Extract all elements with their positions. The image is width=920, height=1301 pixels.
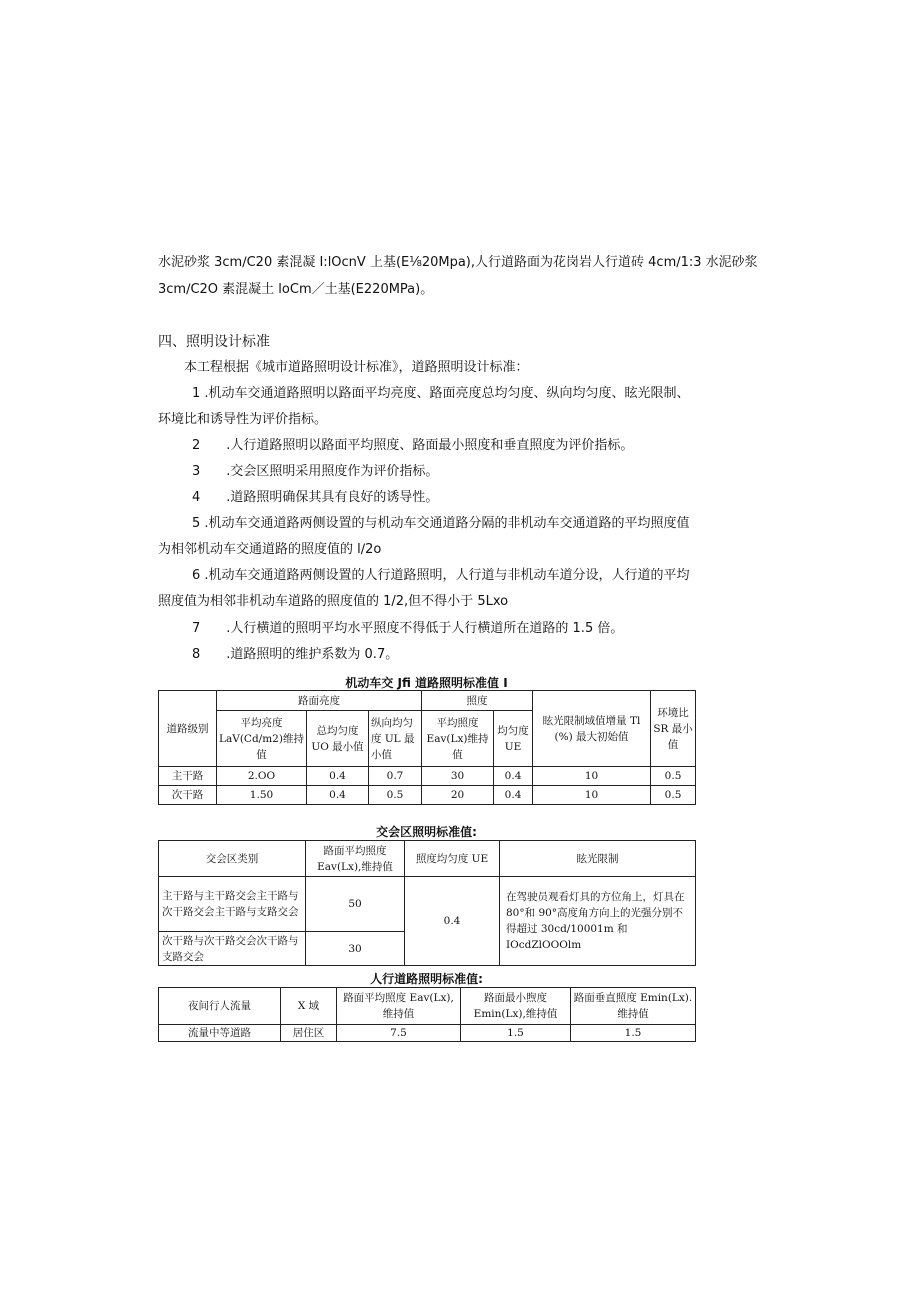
vehicle-road-lighting-table xyxy=(158,690,696,805)
header-illuminance: 照度 xyxy=(422,691,533,711)
list-item: 6 .机动车交通道路两侧设置的人行道路照明，人行道与非机动车道分设，人行道的平均 xyxy=(192,568,690,583)
header-uniformity: 均匀度 UE xyxy=(494,711,533,767)
longitudinal-uniformity-cell: 0.7 xyxy=(369,767,422,786)
table3-caption: 人行道路照明标准值: xyxy=(370,972,483,986)
header-glare: 眩光限制 xyxy=(500,841,696,877)
list-item: 5 .机动车交通道路两侧设置的与机动车交通道路分隔的非机动车交通道路的平均照度值 xyxy=(192,516,690,531)
avg-illuminance-cell: 30 xyxy=(306,932,405,966)
header-luminance: 路面亮度 xyxy=(217,691,422,711)
road-class-cell: 主干路 xyxy=(159,767,217,786)
list-item: 4 .道路照明确保其具有良好的诱导性。 xyxy=(192,490,439,505)
pedestrian-road-lighting-table xyxy=(158,987,696,1042)
header-min-illuminance: 路面最小煦度 Emin(Lx),维持值 xyxy=(461,988,571,1025)
header-avg-luminance: 平均亮度 LaV(Cd/m2)维持值 xyxy=(217,711,307,767)
avg-luminance-cell: 1.50 xyxy=(217,786,307,805)
list-item: 2 .人行道路照明以路面平均照度、路面最小照度和垂直照度为评价指标。 xyxy=(192,438,634,453)
pedestrian-flow-cell: 流量中等道路 xyxy=(159,1025,281,1042)
header-uniformity: 照度均匀度 UE xyxy=(405,841,500,877)
header-road-class: 道路级别 xyxy=(159,691,217,767)
header-avg-illuminance: 平均照度 Eav(Lx)维持值 xyxy=(422,711,494,767)
list-item: 1 .机动车交通道路照明以路面平均亮度、路面亮度总均匀度、纵向均匀度、眩光限制、 xyxy=(192,386,690,401)
list-item: 环境比和诱导性为评价指标。 xyxy=(158,412,328,427)
overall-uniformity-cell: 0.4 xyxy=(307,786,369,805)
intersection-type-cell: 主干路与主干路交会主干路与次干路交会主干路与支路交会 xyxy=(159,877,306,932)
continuation-line-1: 水泥砂浆 3cm∕C20 素混凝 I:lOcnV 上基(E⅛20Mpa),人行道路面为花岗岩人行道砖 4cm∕1:3 水泥砂浆 xyxy=(158,255,758,270)
glare-cell: 10 xyxy=(533,767,651,786)
header-glare: 眩光限制域值增量 Tl (%) 最大初始值 xyxy=(533,691,651,767)
glare-cell: 10 xyxy=(533,786,651,805)
zone-cell: 居住区 xyxy=(281,1025,337,1042)
avg-illuminance-cell: 20 xyxy=(422,786,494,805)
header-ratio: 环境比 SR 最小值 xyxy=(651,691,696,767)
ratio-cell: 0.5 xyxy=(651,767,696,786)
header-avg-illuminance: 路面平均照度 Eav(Lx),维持值 xyxy=(306,841,405,877)
intro-paragraph: 本工程根据《城市道路照明设计标准》，道路照明设计标准： xyxy=(184,360,529,375)
intersection-lighting-table xyxy=(158,840,696,966)
avg-illuminance-cell: 50 xyxy=(306,877,405,932)
header-overall-uniformity: 总均匀度 UO 最小值 xyxy=(307,711,369,767)
longitudinal-uniformity-cell: 0.5 xyxy=(369,786,422,805)
section-title: 四、照明设计标准 xyxy=(158,334,270,350)
header-longitudinal-uniformity: 纵向均匀度 UL 最小值 xyxy=(369,711,422,767)
overall-uniformity-cell: 0.4 xyxy=(307,767,369,786)
header-zone: X 域 xyxy=(281,988,337,1025)
table2-caption: 交会区照明标准值: xyxy=(376,825,477,839)
intersection-type-cell: 次干路与次干路交会次干路与支路交会 xyxy=(159,932,306,966)
uniformity-cell: 0.4 xyxy=(494,767,533,786)
list-item: 7 .人行横道的照明平均水平照度不得低于人行横道所在道路的 1.5 倍。 xyxy=(192,621,624,636)
min-illuminance-cell: 1.5 xyxy=(461,1025,571,1042)
list-item: 为相邻机动车交通道路的照度值的 l∕2o xyxy=(158,542,382,557)
uniformity-cell: 0.4 xyxy=(405,877,500,966)
avg-illuminance-cell: 7.5 xyxy=(337,1025,461,1042)
ratio-cell: 0.5 xyxy=(651,786,696,805)
continuation-line-2: 3cm∕C2O 素混凝土 loCm／土基(E220MPa)。 xyxy=(158,282,434,297)
header-vertical-illuminance: 路面垂直照度 Emin(Lx).维持值 xyxy=(571,988,696,1025)
vertical-illuminance-cell: 1.5 xyxy=(571,1025,696,1042)
header-night-pedestrian-flow: 夜间行人流量 xyxy=(159,988,281,1025)
table1-caption: 机动车交 Jfi 道路照明标准值 I xyxy=(345,676,508,690)
header-intersection-type: 交会区类别 xyxy=(159,841,306,877)
avg-luminance-cell: 2.OO xyxy=(217,767,307,786)
list-item: 3 .交会区照明采用照度作为评价指标。 xyxy=(192,464,439,479)
glare-cell: 在驾驶员观看灯具的方位角上，灯具在 80°和 90°高度角方向上的光强分别不得超过 30cd/10001m 和 IOcdZlOOOlm xyxy=(500,877,696,966)
road-class-cell: 次干路 xyxy=(159,786,217,805)
avg-illuminance-cell: 30 xyxy=(422,767,494,786)
table-row xyxy=(159,877,696,932)
header-avg-illuminance: 路面平均照度 Eav(Lx),维持值 xyxy=(337,988,461,1025)
table-row xyxy=(159,1025,696,1042)
table-row xyxy=(159,767,696,786)
list-item: 照度值为相邻非机动车道路的照度值的 1/2,但不得小于 5Lxo xyxy=(158,594,509,609)
list-item: 8 .道路照明的维护系数为 0.7。 xyxy=(192,647,399,662)
table-row xyxy=(159,786,696,805)
uniformity-cell: 0.4 xyxy=(494,786,533,805)
